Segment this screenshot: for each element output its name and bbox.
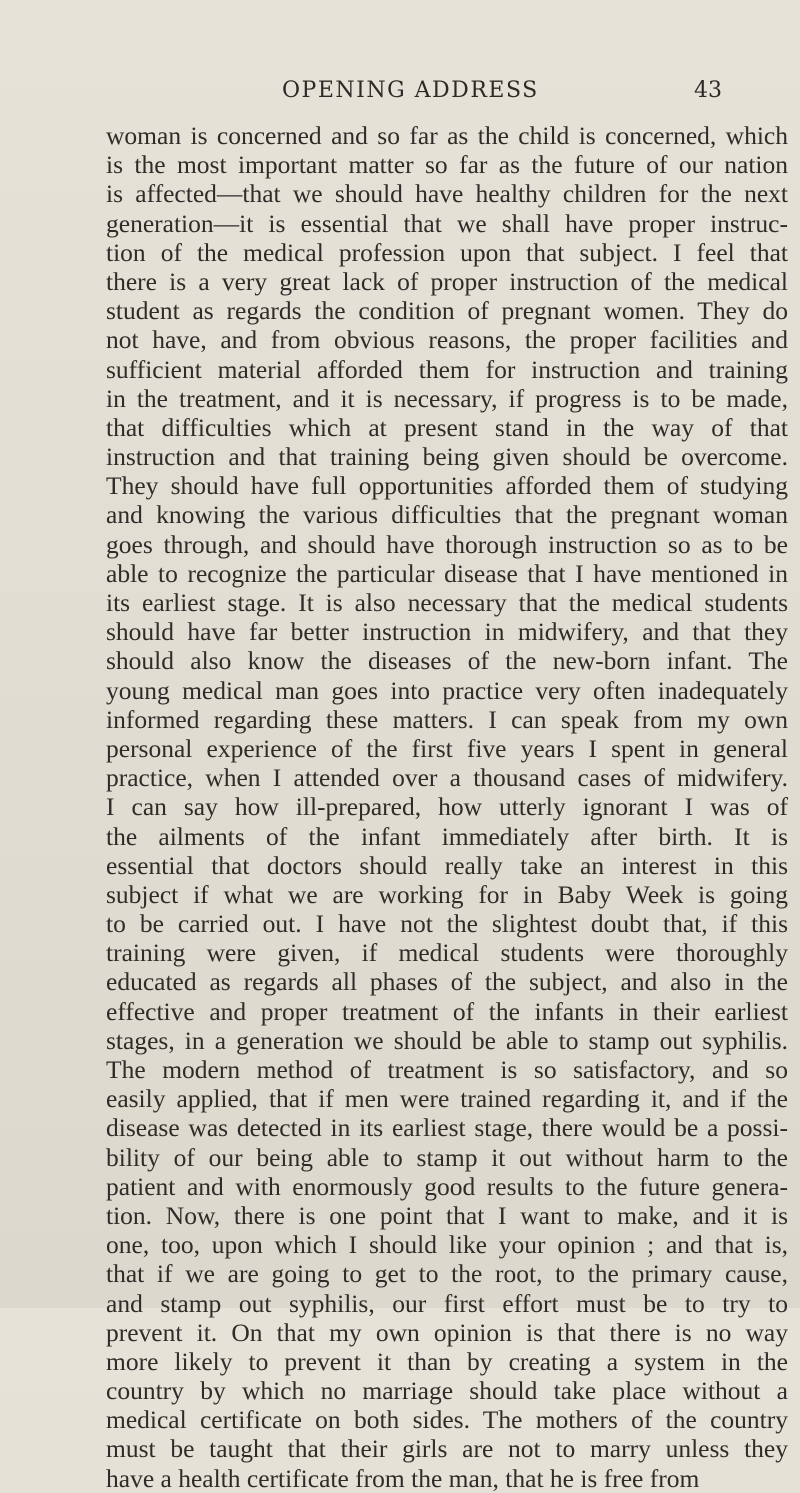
text-line: easily applied, that if men were trained regarding it, and if the xyxy=(106,1084,788,1114)
text-line: not have, and from obvious reasons, the proper facilities and xyxy=(106,325,788,355)
text-line: I can say how ill-prepared, how utterly ignorant I was of xyxy=(106,792,788,822)
text-line: the ailments of the infant immediately after birth. It is xyxy=(106,821,788,851)
text-line: stages, in a generation we should be able to stamp out syphilis. xyxy=(106,1025,788,1055)
text-line: have a health certificate from the man, that he is free from xyxy=(106,1463,700,1493)
text-line: prevent it. On that my own opinion is that there is no way xyxy=(106,1317,788,1347)
text-line: instruction and that training being given should be overcome. xyxy=(106,442,788,472)
body-paragraph xyxy=(106,121,788,1493)
text-line: and stamp out syphilis, our first effort must be to try to xyxy=(106,1288,788,1318)
text-line: training were given, if medical students were thoroughly xyxy=(106,938,788,968)
running-header xyxy=(110,78,730,108)
text-line: personal experience of the first five years I spent in general xyxy=(106,733,788,763)
text-line: there is a very great lack of proper instruction of the medical xyxy=(106,266,788,296)
text-line: goes through, and should have thorough instruction so as to be xyxy=(106,529,788,559)
running-title: OPENING ADDRESS xyxy=(282,78,539,103)
text-line: subject if what we are working for in Baby Week is going xyxy=(106,879,788,909)
text-line: and knowing the various difficulties that the pregnant woman xyxy=(106,500,788,530)
text-line: They should have full opportunities afforded them of studying xyxy=(106,471,788,501)
text-line: able to recognize the particular disease that I have mentioned in xyxy=(106,558,788,588)
text-line: patient and with enormously good results to the future genera- xyxy=(106,1171,788,1201)
text-line: that if we are going to get to the root, to the primary cause, xyxy=(106,1259,788,1289)
text-line: must be taught that their girls are not to marry unless they xyxy=(106,1434,788,1464)
text-line: to be carried out. I have not the slightest doubt that, if this xyxy=(106,909,788,939)
text-line: young medical man goes into practice very often inadequately xyxy=(106,675,788,705)
text-line: disease was detected in its earliest stage, there would be a possi- xyxy=(106,1113,788,1143)
text-line: that difficulties which at present stand in the way of that xyxy=(106,412,788,442)
text-line: more likely to prevent it than by creating a system in the xyxy=(106,1346,788,1376)
text-line: effective and proper treatment of the infants in their earliest xyxy=(106,996,788,1026)
text-line: medical certificate on both sides. The mothers of the country xyxy=(106,1405,788,1435)
text-line: country by which no marriage should take place without a xyxy=(106,1376,788,1406)
text-line: sufficient material afforded them for instruction and training xyxy=(106,354,788,384)
text-line: The modern method of treatment is so satisfactory, and so xyxy=(106,1055,788,1084)
text-line: bility of our being able to stamp it out without harm to the xyxy=(106,1142,788,1172)
text-line: student as regards the condition of pregnant women. They do xyxy=(106,296,788,326)
text-line: one, too, upon which I should like your opinion ; and that is, xyxy=(106,1230,788,1260)
text-line: essential that doctors should really take an interest in this xyxy=(106,850,788,880)
text-line: woman is concerned and so far as the child is concerned, which xyxy=(106,121,788,150)
text-line: should also know the diseases of the new-born infant. The xyxy=(106,646,788,676)
text-line: is the most important matter so far as the future of our nation xyxy=(106,150,788,180)
text-line: informed regarding these matters. I can speak from my own xyxy=(106,704,788,734)
page-number: 43 xyxy=(694,78,722,103)
text-line: practice, when I attended over a thousand cases of midwifery. xyxy=(106,763,788,793)
text-line: in the treatment, and it is necessary, if progress is to be made, xyxy=(106,383,788,413)
text-line: generation—it is essential that we shall have proper instruc- xyxy=(106,208,788,238)
text-line: tion. Now, there is one point that I want to make, and it is xyxy=(106,1200,788,1230)
text-line: should have far better instruction in midwifery, and that they xyxy=(106,617,788,647)
text-line: educated as regards all phases of the subject, and also in the xyxy=(106,967,788,997)
text-line: tion of the medical profession upon that subject. I feel that xyxy=(106,237,788,267)
text-line: its earliest stage. It is also necessary that the medical students xyxy=(106,588,788,617)
text-line: is affected—that we should have healthy children for the next xyxy=(106,179,788,209)
